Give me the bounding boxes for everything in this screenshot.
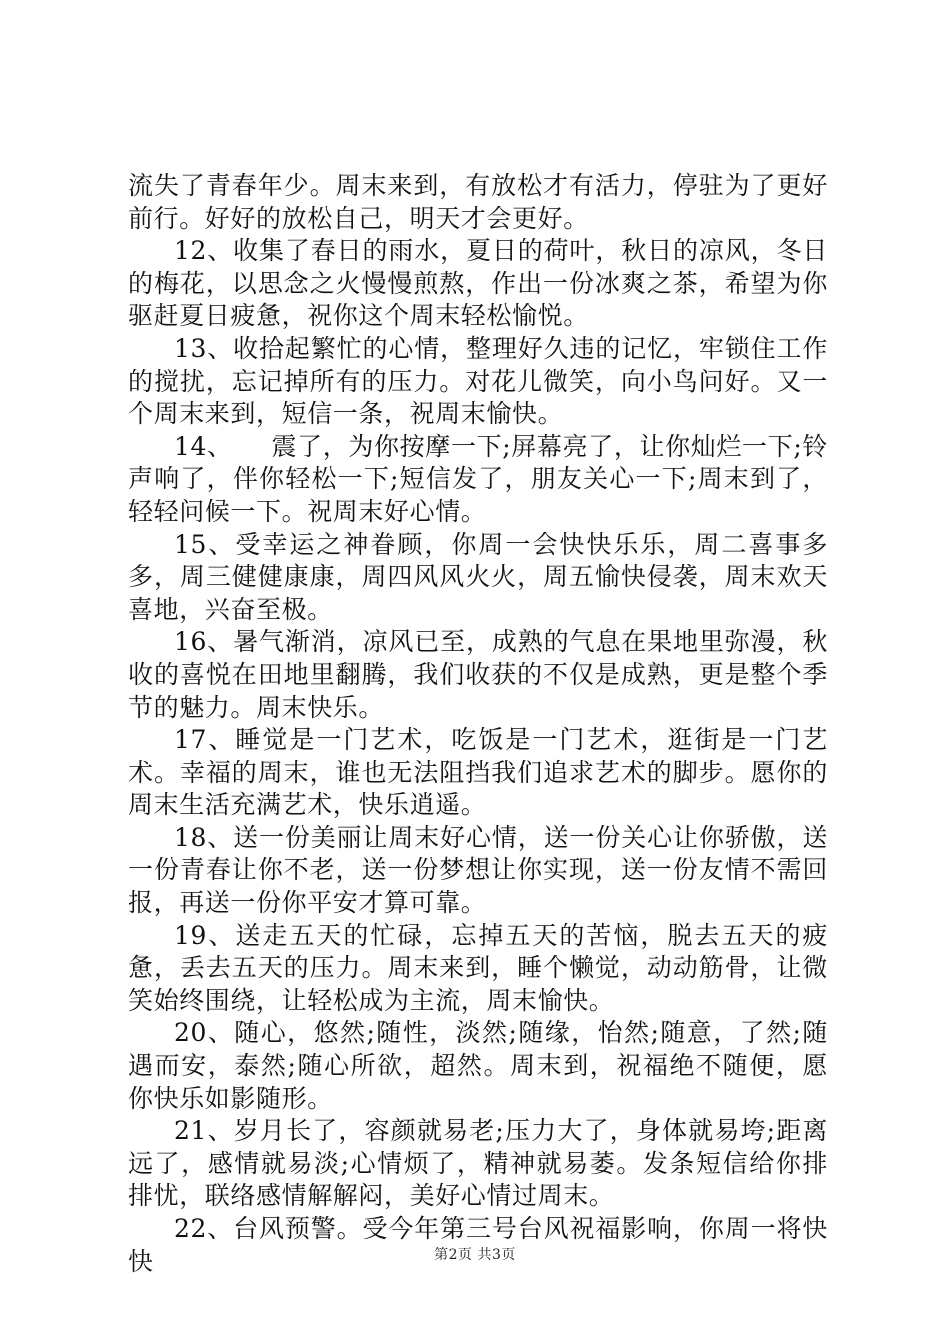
paragraph-20: 20、随心，悠然;随性，淡然;随缘，怡然;随意，了然;随遇而安，泰然;随心所欲，超然。周末到，祝福绝不随便，愿你快乐如影随形。 [128, 1018, 828, 1113]
paragraph-14: 14、 震了，为你按摩一下;屏幕亮了，让你灿烂一下;铃声响了，伴你轻松一下;短信发了，朋友关心一下;周末到了，轻轻问候一下。祝周末好心情。 [128, 431, 828, 526]
page-footer: 第2页 共3页 [434, 1247, 516, 1263]
paragraph-continuation: 流失了青春年少。周末来到，有放松才有活力，停驻为了更好前行。好好的放松自己，明天才会更好。 [128, 171, 828, 233]
paragraph-18: 18、送一份美丽让周末好心情，送一份关心让你骄傲，送一份青春让你不老，送一份梦想让你实现，送一份友情不需回报，再送一份你平安才算可靠。 [128, 822, 828, 918]
paragraph-19: 19、送走五天的忙碌，忘掉五天的苦恼，脱去五天的疲惫，丢去五天的压力。周末来到，睡个懒觉，动动筋骨，让微笑始终围绕，让轻松成为主流，周末愉快。 [128, 920, 828, 1015]
paragraph-12: 12、收集了春日的雨水，夏日的荷叶，秋日的凉风，冬日的梅花，以思念之火慢慢煎熬，作出一份冰爽之茶，希望为你驱赶夏日疲惫，祝你这个周末轻松愉悦。 [128, 236, 828, 331]
paragraph-17: 17、睡觉是一门艺术，吃饭是一门艺术，逛街是一门艺术。幸福的周末，谁也无法阻挡我们追求艺术的脚步。愿你的周末生活充满艺术，快乐逍遥。 [128, 725, 828, 820]
paragraph-22: 22、台风预警。受今年第三号台风祝福影响，你周一将快快 [128, 1214, 828, 1276]
body-text [128, 170, 828, 1278]
paragraph-15: 15、受幸运之神眷顾，你周一会快快乐乐，周二喜事多多，周三健健康康，周四风风火火，周五愉快侵袭，周末欢天喜地，兴奋至极。 [128, 529, 828, 624]
paragraph-13: 13、收拾起繁忙的心情，整理好久违的记忆，牢锁住工作的搅扰，忘记掉所有的压力。对花儿微笑，向小鸟问好。又一个周末来到，短信一条，祝周末愉快。 [128, 333, 828, 429]
paragraph-21: 21、岁月长了，容颜就易老;压力大了，身体就易垮;距离远了，感情就易淡;心情烦了，精神就易萎。发条短信给你排排忧，联络感情解解闷，美好心情过周末。 [128, 1116, 828, 1211]
paragraph-16: 16、暑气渐消，凉风已至，成熟的气息在果地里弥漫，秋收的喜悦在田地里翻腾，我们收获的不仅是成熟，更是整个季节的魅力。周末快乐。 [128, 627, 828, 722]
